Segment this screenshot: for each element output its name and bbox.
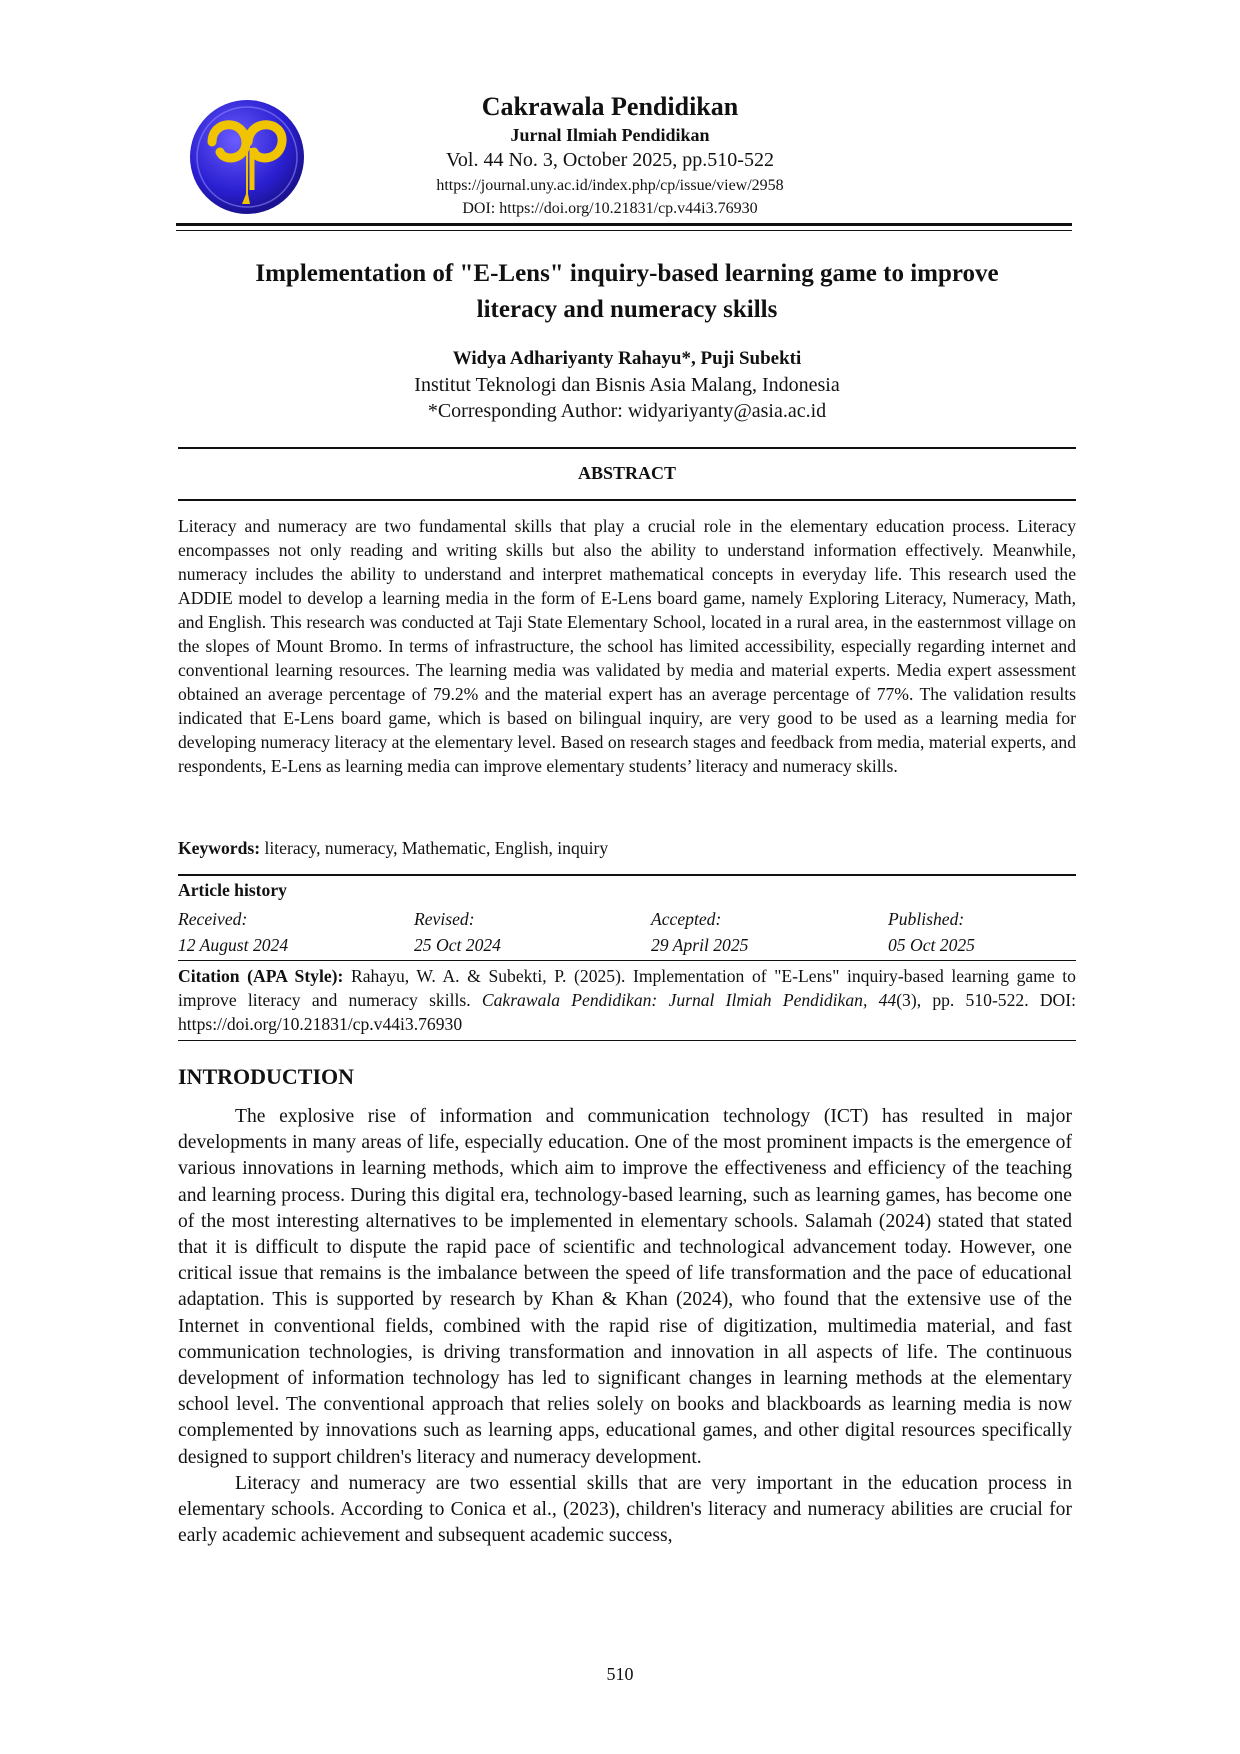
citation-text: Rahayu, W. A. & Subekti, P. (2025). Implementation of "E-Lens" inquiry-based learning game to improve literacy and numeracy skills.: [178, 966, 1076, 1010]
corresponding-author: *Corresponding Author: widyariyanty@asia.ac.id: [427, 400, 827, 422]
history-label: Revised:: [414, 909, 475, 929]
history-published: [888, 906, 1124, 958]
keywords-list: literacy, numeracy, Mathematic, English, inquiry: [264, 838, 609, 858]
volume-line: Vol. 44 No. 3, October 2025, pp.510-522: [446, 149, 774, 171]
introduction-body: [178, 1104, 1072, 1549]
journal-logo-icon: [188, 98, 306, 216]
history-label: Received:: [178, 909, 248, 929]
history-revised: [414, 906, 650, 958]
history-accepted: [651, 906, 887, 958]
citation-journal: Cakrawala Pendidikan: Jurnal Ilmiah Pendidikan, 44: [481, 990, 897, 1010]
authors: Widya Adhariyanty Rahayu*, Puji Subekti: [452, 348, 802, 369]
history-label: Accepted:: [651, 909, 722, 929]
citation-top-divider: [178, 960, 1076, 961]
abstract-heading-divider: [178, 499, 1076, 501]
history-label: Published:: [888, 909, 965, 929]
introduction-heading: INTRODUCTION: [178, 1064, 355, 1089]
abstract-top-divider: [178, 447, 1076, 449]
article-title-line2: literacy and numeracy skills: [476, 296, 778, 323]
header-divider-thin: [176, 230, 1072, 231]
citation-bottom-divider: [178, 1040, 1076, 1041]
doi-link[interactable]: DOI: https://doi.org/10.21831/cp.v44i3.76930: [462, 200, 758, 217]
issue-url-link[interactable]: https://journal.uny.ac.id/index.php/cp/issue/view/2958: [436, 177, 784, 194]
citation-doi: (3), pp. 510-522. DOI: https://doi.org/10.21831/cp.v44i3.76930: [178, 990, 1076, 1034]
history-date: 25 Oct 2024: [414, 935, 501, 955]
abstract-heading: ABSTRACT: [577, 463, 677, 483]
keywords: [178, 838, 1076, 859]
article-history-heading: Article history: [178, 880, 287, 900]
affiliation: Institut Teknologi dan Bisnis Asia Malang, Indonesia: [414, 374, 840, 396]
introduction-paragraph: The explosive rise of information and communication technology (ICT) has resulted in major developments in many areas of life, especially education. One of the most prominent impacts is the emergence of various innovations in learning methods, which aim to improve the effectiveness and efficiency of the teaching and learning process. During this digital era, technology-based learning, such as learning games, has become one of the most interesting alternatives to be implemented in elementary schools. Salamah (2024) stated that stated that it is difficult to dispute the rapid pace of scientific and technological advancement today. However, one critical issue that remains is the imbalance between the speed of life transformation and the pace of educational adaptation. This is supported by research by Khan & Khan (2024), who found that the extensive use of the Internet in conventional fields, combined with the rapid rise of digitization, multimedia material, and fast communication technologies, is driving transformation and innovation in all aspects of life. The continuous development of information technology has led to significant changes in learning methods at the elementary school level. The conventional approach that relies solely on books and blackboards as learning media is now complemented by innovations such as learning apps, educational games, and other digital resources specifically designed to support children's literacy and numeracy development.: [178, 1106, 1072, 1468]
introduction-paragraph: Literacy and numeracy are two essential skills that are very important in the education process in elementary schools. According to Conica et al., (2023), children's literacy and numeracy abilities are crucial for early academic achievement and subsequent academic success,: [178, 1472, 1072, 1547]
journal-subtitle: Jurnal Ilmiah Pendidikan: [510, 125, 710, 145]
article-title: [178, 256, 1076, 328]
page-number: 510: [606, 1664, 634, 1684]
history-received: [178, 906, 414, 958]
keywords-label: Keywords:: [178, 838, 261, 858]
article-title-line1: Implementation of "E-Lens" inquiry-based learning game to improve: [255, 260, 999, 287]
citation-block: [178, 964, 1076, 1036]
abstract-text: Literacy and numeracy are two fundamental skills that play a crucial role in the elementary education process. Literacy encompasses not only reading and writing skills but also the ability to understand information effectively. Meanwhile, numeracy includes the ability to understand and interpret mathematical concepts in everyday life. This research used the ADDIE model to develop a learning media in the form of E-Lens board game, namely Exploring Literacy, Numeracy, Math, and English. This research was conducted at Taji State Elementary School, located in a rural area, in the easternmost village on the slopes of Mount Bromo. In terms of infrastructure, the school has limited accessibility, especially regarding internet and conventional learning resources. The learning media was validated by media and material experts. Media expert assessment obtained an average percentage of 79.2% and the material expert has an average percentage of 77%. The validation results indicated that E-Lens board game, which is based on bilingual inquiry, are very good to be used as a learning media for developing numeracy literacy at the elementary level. Based on research stages and feedback from media, material experts, and respondents, E-Lens as learning media can improve elementary students’ literacy and numeracy skills.: [178, 516, 1076, 776]
history-date: 05 Oct 2025: [888, 935, 975, 955]
history-top-divider: [178, 874, 1076, 876]
citation-label: Citation (APA Style):: [178, 966, 344, 986]
history-date: 12 August 2024: [178, 935, 289, 955]
journal-name: Cakrawala Pendidikan: [481, 92, 739, 121]
history-date: 29 April 2025: [651, 935, 749, 955]
header-divider-thick: [176, 223, 1072, 226]
